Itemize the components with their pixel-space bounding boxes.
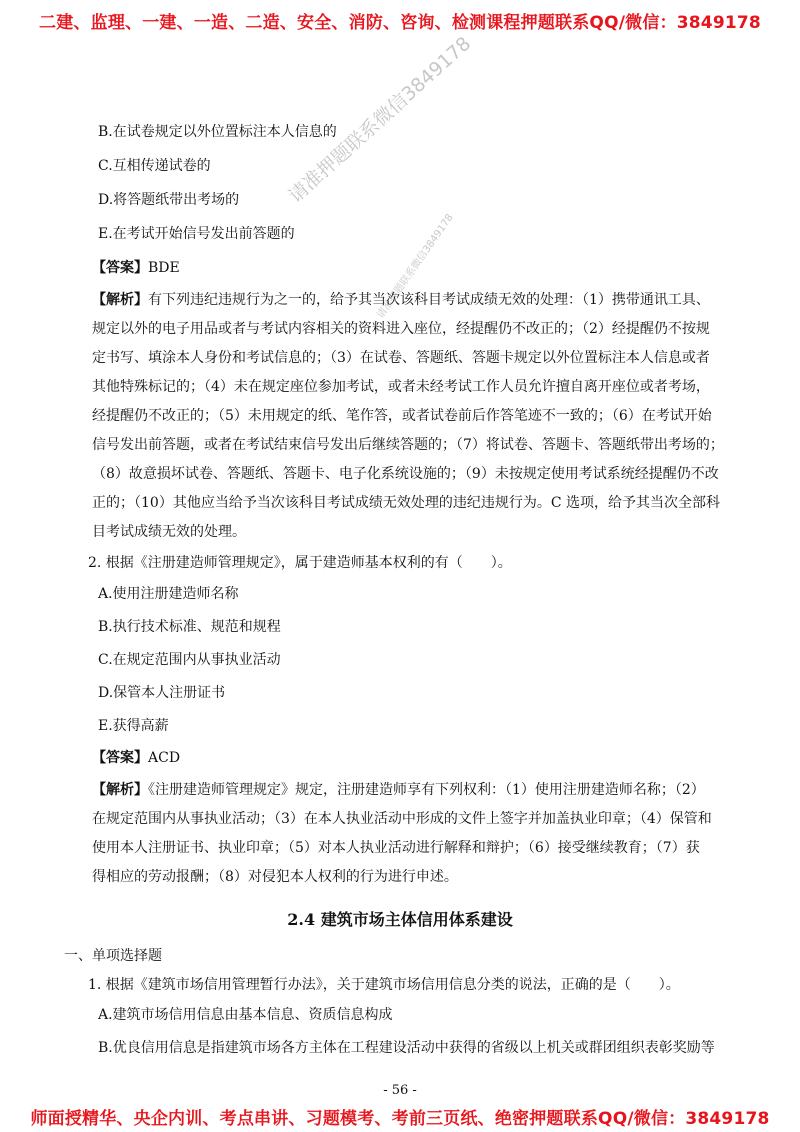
answer-value: BDE	[148, 260, 180, 276]
watermark-large: 请准押题联系微信3849178	[284, 32, 476, 208]
q2-option-d: D.保管本人注册证书	[98, 685, 226, 701]
page-number: - 56 -	[383, 1083, 417, 1098]
q1-analysis-line: 正的；（10）其他应当给予当次该科目考试成绩无效处理的违纪违规行为。C 选项，给予其当次全部科	[92, 495, 720, 511]
q1-answer	[92, 258, 180, 278]
answer-label: 【答案】	[92, 750, 148, 766]
q1-analysis-line: （8）故意损坏试卷、答题纸、答题卡、电子化系统设施的；（9）未按规定使用考试系统经提醒仍不改	[92, 466, 719, 482]
q2-analysis-line: 使用本人注册证书、执业印章；（5）对本人执业活动进行解释和辩护；（6）接受继续教育；（7）获	[92, 840, 700, 856]
q2-option-c: C.在规定范围内从事执业活动	[98, 652, 281, 668]
subheading: 一、单项选择题	[64, 948, 162, 964]
q3-option-a: A.建筑市场信用信息由基本信息、资质信息构成	[98, 1007, 393, 1023]
q1-option-d: D.将答题纸带出考场的	[98, 192, 240, 208]
q1-option-b: B.在试卷规定以外位置标注本人信息的	[98, 124, 337, 140]
analysis-text: 有下列违纪违规行为之一的，给予其当次该科目考试成绩无效的处理：（1）携带通讯工具、	[148, 292, 710, 308]
q1-analysis-line: 目考试成绩无效的处理。	[92, 524, 246, 540]
section-title: 2.4 建筑市场主体信用体系建设	[287, 910, 513, 929]
q2-analysis-line: 在规定范围内从事执业活动；（3）在本人执业活动中形成的文件上签字并加盖执业印章；（4）保管和	[92, 811, 712, 827]
analysis-label: 【解析】	[92, 292, 148, 308]
answer-label: 【答案】	[92, 260, 148, 276]
q3-option-b: B.优良信用信息是指建筑市场各方主体在工程建设活动中获得的省级以上机关或群团组织表彰奖励等	[98, 1040, 715, 1056]
q1-analysis-line	[92, 290, 710, 310]
q1-analysis-line: 经提醒仍不改正的；（5）未用规定的纸、笔作答，或者试卷前后作答笔迹不一致的；（6）在考试开始	[92, 408, 712, 424]
q1-option-e: E.在考试开始信号发出前答题的	[98, 226, 295, 242]
q1-option-c: C.互相传递试卷的	[98, 158, 211, 174]
answer-value: ACD	[148, 750, 181, 766]
watermark-small: 请准押题联系微信3849178	[375, 212, 456, 321]
analysis-label: 【解析】	[92, 782, 148, 798]
analysis-text: 《注册建造师管理规定》规定，注册建造师享有下列权利：（1）使用注册建造师名称；（2）	[148, 782, 705, 798]
q1-analysis-line: 规定以外的电子用品或者与考试内容相关的资料进入座位，经提醒仍不改正的；（2）经提醒仍不按规	[92, 321, 710, 337]
q1-analysis-line: 其他特殊标记的；（4）未在规定座位参加考试，或者未经考试工作人员允许擅自离开座位或者考场，	[92, 379, 710, 395]
q2-option-e: E.获得高薪	[98, 718, 169, 734]
promo-banner-top: 二建、监理、一建、一造、二造、安全、消防、咨询、检测课程押题联系QQ/微信：3849178	[39, 13, 761, 33]
q2-question: 2. 根据《注册建造师管理规定》，属于建造师基本权利的有（ ）。	[88, 555, 512, 571]
promo-banner-bottom: 师面授精华、央企内训、考点串讲、习题模考、考前三页纸、绝密押题联系QQ/微信：3849178	[30, 1109, 770, 1129]
q2-answer	[92, 748, 180, 768]
q2-option-b: B.执行技术标准、规范和规程	[98, 619, 281, 635]
q1-analysis-line: 信号发出前答题，或者在考试结束信号发出后继续答题的；（7）将试卷、答题卡、答题纸带出考场的；	[92, 437, 724, 453]
q2-analysis-line: 得相应的劳动报酬；（8）对侵犯本人权利的行为进行申述。	[92, 869, 458, 885]
q2-option-a: A.使用注册建造师名称	[98, 586, 239, 602]
q2-analysis-line	[92, 780, 705, 800]
q1-analysis-line: 定书写、填涂本人身份和考试信息的；（3）在试卷、答题纸、答题卡规定以外位置标注本人信息或者	[92, 350, 710, 366]
q3-question: 1. 根据《建筑市场信用管理暂行办法》，关于建筑市场信用信息分类的说法，正确的是（ ）。	[88, 977, 680, 993]
